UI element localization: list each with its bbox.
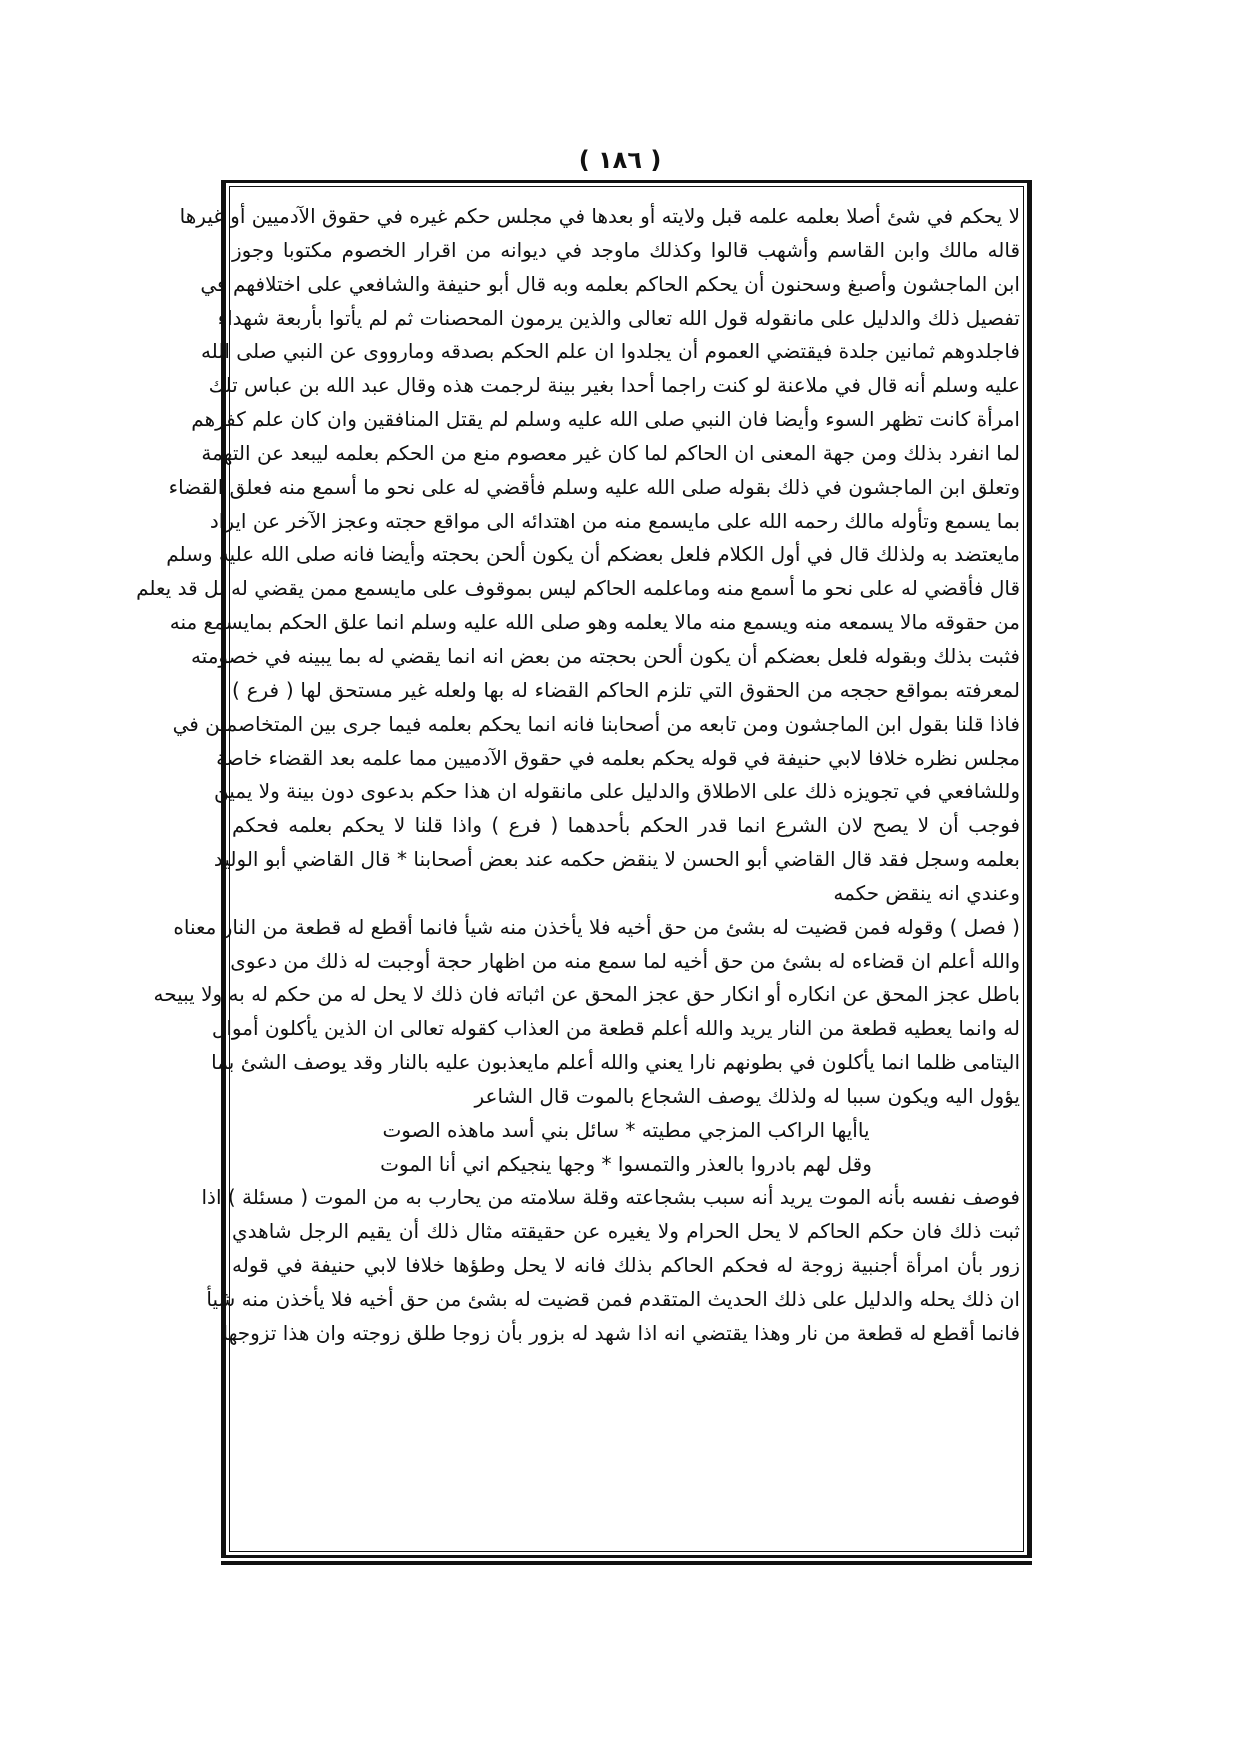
text-line: وعندي انه ينقض حكمه — [833, 880, 1020, 905]
text-line: فانما أقطع له قطعة من نار وهذا يقتضي انه اذا شهد له بزور بأن زوجا طلق زوجته وان هذا تزوجها — [222, 1320, 1020, 1345]
text-line: لما انفرد بذلك ومن جهة المعنى ان الحاكم لما كان غير معصوم منع من الحكم بعلمه ليبعد عن التهمة — [201, 440, 1020, 465]
text-line: تفصيل ذلك والدليل على مانقوله قول الله تعالى والذين يرمون المحصنات ثم لم يأتوا بأربعة شهداء — [217, 305, 1020, 330]
verse-line: وقل لهم بادروا بالعذر والتمسوا * وجها ينجيكم اني أنا الموت — [380, 1151, 872, 1176]
text-line: قاله مالك وابن القاسم وأشهب قالوا وكذلك ماوجد في ديوانه من اقرار الخصوم مكتوبا وجوز — [232, 237, 1020, 262]
text-line: ثبت ذلك فان حكم الحاكم لا يحل الحرام ولا يغيره عن حقيقته مثال ذلك أن يقيم الرجل شاهدي — [232, 1219, 1020, 1244]
text-line: فاجلدوهم ثمانين جلدة فيقتضي العموم أن يجلدوا ان علم الحكم بصدقه ومارووى عن النبي صلى الله — [200, 339, 1020, 364]
text-line: يؤول اليه ويكون سببا له ولذلك يوصف الشجاع بالموت قال الشاعر — [474, 1083, 1020, 1108]
text-line: وللشافعي في تجويزه ذلك على الاطلاق والدليل على مانقوله ان هذا حكم بدعوى دون بينة ولا يمين — [214, 779, 1020, 804]
bottom-rule — [221, 1561, 1032, 1565]
text-line: له وانما يعطيه قطعة من النار يريد والله أعلم قطعة من العذاب كقوله تعالى ان الذين يأكلون أموال — [211, 1016, 1020, 1041]
text-line: فوصف نفسه بأنه الموت يريد أنه سبب بشجاعته وقلة سلامته من يحارب به من الموت ( مسئلة ) اذا — [201, 1185, 1020, 1210]
text-line: من حقوقه مالا يسمعه منه ويسمع منه مالا يعلمه وهو صلى الله عليه وسلم انما علق الحكم بمايسمع منه — [169, 610, 1020, 635]
text-line: باطل عجز المحق عن انكاره أو انكار حق عجز المحق عن اثباته فان ذلك لا يحل له من حكم له به ولا يبيحه — [153, 982, 1020, 1007]
text-line: ( فصل ) وقوله فمن قضيت له بشئ من حق أخيه فلا يأخذن منه شيأ فانما أقطع له قطعة من النار معناه — [173, 914, 1020, 939]
text-line: بعلمه وسجل فقد قال القاضي أبو الحسن لا ينقض حكمه عند بعض أصحابنا * قال القاضي أبو الوليد — [213, 847, 1020, 872]
text-line: ان ذلك يحله والدليل على ذلك الحديث المتقدم فمن قضيت له بشئ من حق أخيه فلا يأخذن منه شيأ — [206, 1287, 1020, 1311]
verse-line: ياأيها الراكب المزجي مطيته * سائل بني أسد ماهذه الصوت — [382, 1117, 870, 1142]
text-line: وتعلق ابن الماجشون في ذلك بقوله صلى الله عليه وسلم فأقضي له على نحو ما أسمع منه فعلق القضاء — [168, 474, 1020, 499]
text-line: مجلس نظره خلافا لابي حنيفة في قوله يحكم بعلمه في حقوق الآدميين مما علمه بعد القضاء خاصة — [216, 745, 1020, 770]
text-line: فاذا قلنا بقول ابن الماجشون ومن تابعه من أصحابنا فانه انما يحكم بعلمه فيما جرى بين المتخاصمين في — [172, 711, 1020, 736]
text-line: زور بأن امرأة أجنبية زوجة له فحكم الحاكم بذلك فانه لا يحل وطؤها خلافا لابي حنيفة في قوله — [232, 1253, 1020, 1278]
text-line: لا يحكم في شئ أصلا بعلمه علمه قبل ولايته أو بعدها في مجلس حكم غيره في حقوق الآدميين أو غيرها — [179, 204, 1020, 228]
text-line: بما يسمع وتأوله مالك رحمه الله على مايسمع منه من اهتدائه الى مواقع حجته وعجز الآخر عن ايراد — [209, 508, 1020, 533]
text-line: فثبت بذلك وبقوله فلعل بعضكم أن يكون ألحن بحجته من بعض انه انما يقضي له بما يبينه في خصومته — [190, 643, 1020, 668]
text-line: فوجب أن لا يصح لان الشرع انما قدر الحكم بأحدهما ( فرع ) واذا قلنا لا يحكم بعلمه فحكم — [232, 813, 1020, 838]
text-line: امرأة كانت تظهر السوء وأيضا فان النبي صلى الله عليه وسلم لم يقتل المنافقين وان كان علم كفرهم — [191, 407, 1020, 432]
text-line: ابن الماجشون وأصبغ وسحنون أن يحكم الحاكم بعلمه وبه قال أبو حنيفة والشافعي على اختلافهم في — [200, 271, 1020, 296]
text-line: مايعتضد به ولذلك قال في أول الكلام فلعل بعضكم أن يكون ألحن بحجته وأيضا فانه صلى الله عليه وسلم — [166, 542, 1020, 567]
text-line: والله أعلم ان قضاءه له بشئ من حق أخيه لما سمع منه من اظهار حجة أوجبت له ذلك من دعوى — [230, 948, 1020, 973]
text-line: لمعرفته بمواقع حججه من الحقوق التي تلزم الحاكم القضاء له بها ولعله غير مستحق لها ( فرع ) — [232, 677, 1020, 702]
text-line: قال فأقضي له على نحو ما أسمع منه وماعلمه الحاكم ليس بموقوف على مايسمع ممن يقضي له بل قد يعلم — [136, 576, 1020, 601]
text-line: عليه وسلم أنه قال في ملاعنة لو كنت راجما أحدا بغير بينة لرجمت هذه وقال عبد الله بن عباس تلك — [208, 373, 1020, 398]
text-line: اليتامى ظلما انما يأكلون في بطونهم نارا يعني والله أعلم مايعذبون عليه بالنار وقد يوصف الشئ بما — [211, 1050, 1020, 1075]
main-text-block — [136, 200, 1020, 1351]
page-number: ( ١٨٦ ) — [578, 146, 662, 174]
